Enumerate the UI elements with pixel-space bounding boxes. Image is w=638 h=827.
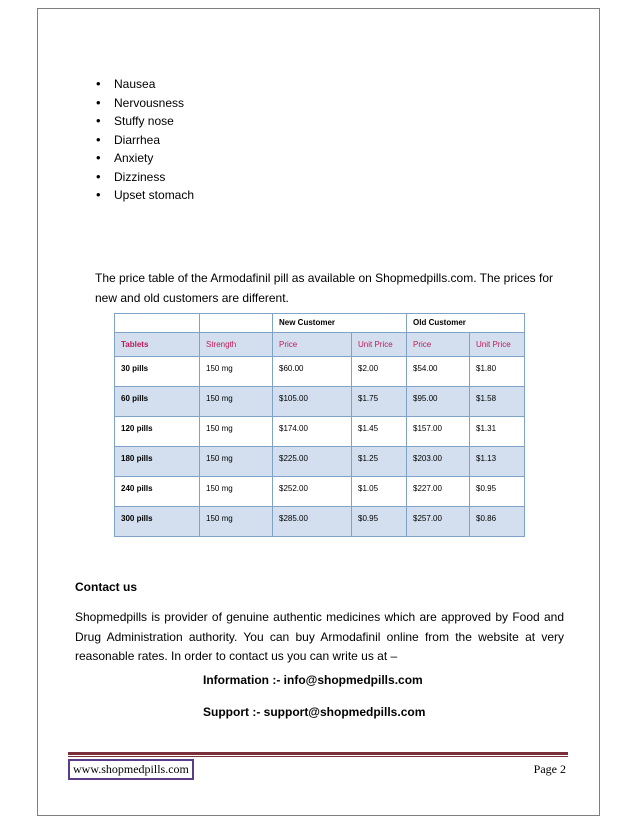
- empty-cell: [200, 314, 273, 333]
- list-item: • Diarrhea: [96, 131, 194, 150]
- price-table: [114, 313, 525, 537]
- table-cell: 150 mg: [200, 477, 273, 507]
- table-cell: $0.86: [470, 507, 525, 537]
- table-row: [115, 357, 525, 387]
- table-cell: 150 mg: [200, 417, 273, 447]
- column-header: Price: [273, 333, 352, 357]
- table-row: [115, 477, 525, 507]
- table-cell: $54.00: [407, 357, 470, 387]
- price-table-intro: The price table of the Armodafinil pill as available on Shopmedpills.com. The prices for new and old customers are different.: [95, 271, 554, 305]
- table-cell: $105.00: [273, 387, 352, 417]
- table-cell: $257.00: [407, 507, 470, 537]
- column-header-row: [115, 333, 525, 357]
- table-cell: $1.25: [352, 447, 407, 477]
- column-header: Unit Price: [470, 333, 525, 357]
- table-cell: $1.75: [352, 387, 407, 417]
- table-cell: $2.00: [352, 357, 407, 387]
- table-cell: $1.31: [470, 417, 525, 447]
- list-item: • Upset stomach: [96, 186, 194, 205]
- list-item: • Stuffy nose: [96, 112, 194, 131]
- table-cell: 120 pills: [115, 417, 200, 447]
- old-customer-header: Old Customer: [407, 314, 525, 333]
- table-cell: 150 mg: [200, 447, 273, 477]
- column-header: Unit Price: [352, 333, 407, 357]
- table-cell: $203.00: [407, 447, 470, 477]
- column-header: Price: [407, 333, 470, 357]
- table-row: [115, 417, 525, 447]
- table-cell: $225.00: [273, 447, 352, 477]
- table-cell: 150 mg: [200, 387, 273, 417]
- table-cell: $157.00: [407, 417, 470, 447]
- table-row: [115, 387, 525, 417]
- table-cell: 240 pills: [115, 477, 200, 507]
- table-cell: 180 pills: [115, 447, 200, 477]
- table-cell: $0.95: [470, 477, 525, 507]
- table-cell: $1.05: [352, 477, 407, 507]
- table-row: [115, 447, 525, 477]
- table-cell: 150 mg: [200, 507, 273, 537]
- footer-website-link[interactable]: www.shopmedpills.com: [68, 759, 194, 780]
- page-number: Page 2: [533, 762, 566, 776]
- list-item: • Dizziness: [96, 168, 194, 187]
- customer-group-row: [115, 314, 525, 333]
- table-cell: 300 pills: [115, 507, 200, 537]
- table-cell: 30 pills: [115, 357, 200, 387]
- empty-cell: [115, 314, 200, 333]
- table-cell: $227.00: [407, 477, 470, 507]
- side-effects-list: [96, 75, 194, 205]
- table-cell: $0.95: [352, 507, 407, 537]
- list-item: • Nervousness: [96, 94, 194, 113]
- table-cell: $174.00: [273, 417, 352, 447]
- new-customer-header: New Customer: [273, 314, 407, 333]
- contact-paragraph: Shopmedpills is provider of genuine authentic medicines which are approved by Food and Drug Administration authority. You can buy Armodafinil online from the website at very reasonable rates. In order to contact us you can write us at –: [75, 610, 564, 663]
- table-cell: $95.00: [407, 387, 470, 417]
- list-item: • Nausea: [96, 75, 194, 94]
- contact-heading: Contact us: [75, 580, 138, 594]
- column-header: Strength: [200, 333, 273, 357]
- table-cell: $1.80: [470, 357, 525, 387]
- table-cell: $1.13: [470, 447, 525, 477]
- info-email-line: Information :- info@shopmedpills.com: [203, 673, 423, 687]
- table-cell: $1.58: [470, 387, 525, 417]
- support-email-line: Support :- support@shopmedpills.com: [203, 705, 426, 719]
- table-cell: 150 mg: [200, 357, 273, 387]
- table-cell: $60.00: [273, 357, 352, 387]
- column-header: Tablets: [115, 333, 200, 357]
- table-cell: $285.00: [273, 507, 352, 537]
- table-row: [115, 507, 525, 537]
- footer-rule-thin: [68, 756, 568, 757]
- list-item: • Anxiety: [96, 149, 194, 168]
- table-cell: 60 pills: [115, 387, 200, 417]
- table-cell: $1.45: [352, 417, 407, 447]
- table-cell: $252.00: [273, 477, 352, 507]
- footer-rule: [68, 752, 568, 755]
